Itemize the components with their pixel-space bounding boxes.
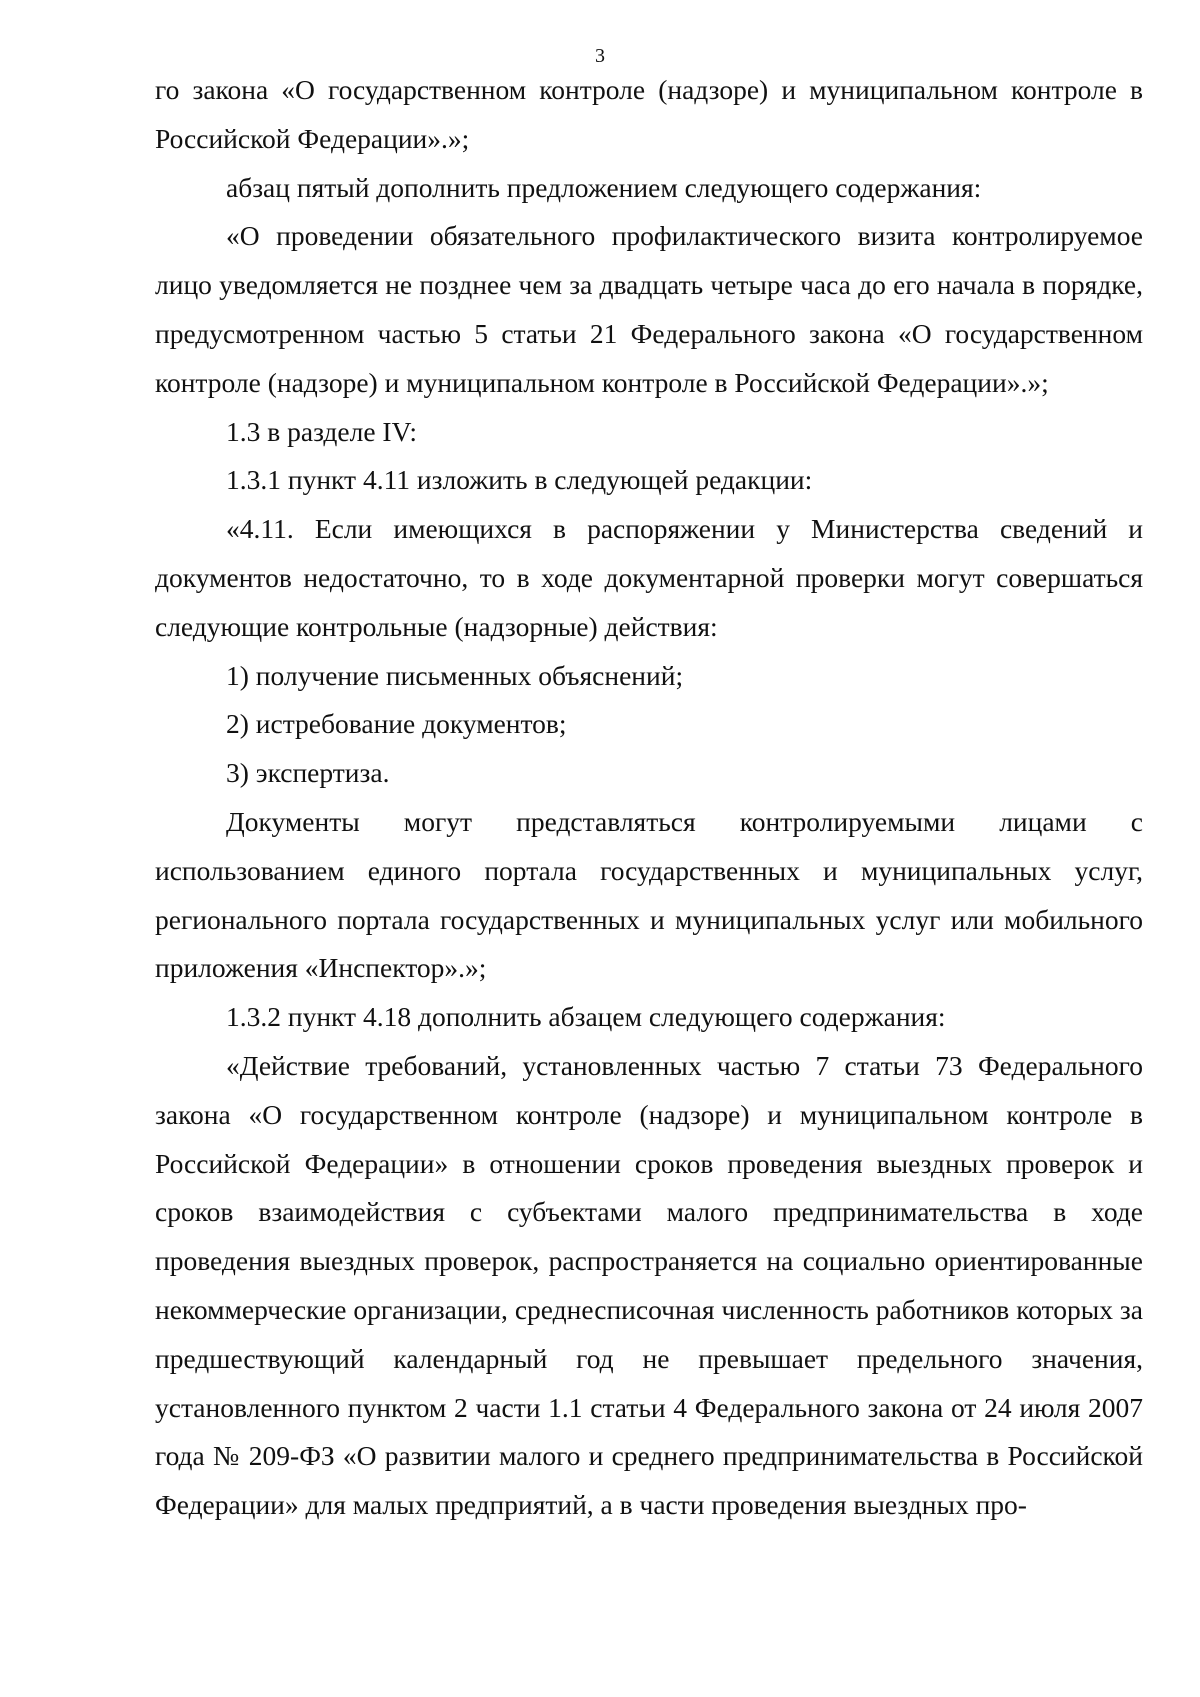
paragraph-section-heading: 1.3 в разделе IV: <box>226 415 418 447</box>
list-item: 1) получение письменных объяснений; <box>226 659 684 691</box>
paragraph-quoted-text: «Действие требований, установленных частью 7 статьи 73 Федерального закона «О государственном контроле (надзоре) и муниципальном контроле в Российской Федерации» в отношении сроков проведения выездных проверок и сроков взаимодействия с субъектами малого предпринимательства в ходе проведения выездных проверок, распространяется на социально ориентированные некоммерческие организации, среднесписочная численность работников которых за предшествующий календарный год не превышает предельного значения, установленного пунктом 2 части 1.1 статьи 4 Федерального закона от 24 июля 2007 года № 209-ФЗ «О развитии малого и среднего предпринимательства в Российской Федерации» для малых предприятий, а в части проведения выездных про- <box>155 1049 1143 1521</box>
list-item: 3) экспертиза. <box>226 757 390 789</box>
paragraph-instruction: абзац пятый дополнить предложением следующего содержания: <box>226 171 982 203</box>
paragraph-quoted-text: «О проведении обязательного профилактического визита контролируемое лицо уведомляется не позднее чем за двадцать четыре часа до его начала в порядке, предусмотренном частью 5 статьи 21 Федерального закона «О государственном контроле (надзоре) и муниципальном контроле в Российской Федерации».»; <box>155 220 1143 398</box>
paragraph-continuation: го закона «О государственном контроле (надзоре) и муниципальном контроле в Российской Федерации».»; <box>155 74 1143 154</box>
document-body <box>155 66 1143 1530</box>
paragraph-quoted-text: «4.11. Если имеющихся в распоряжении у Министерства сведений и документов недостаточно, то в ходе документарной проверки могут совершаться следующие контрольные (надзорные) действия: <box>155 513 1143 642</box>
paragraph-item-heading: 1.3.2 пункт 4.18 дополнить абзацем следующего содержания: <box>226 1001 946 1033</box>
list-item: 2) истребование документов; <box>226 708 567 740</box>
paragraph-body: Документы могут представляться контролируемыми лицами с использованием единого портала государственных и муниципальных услуг, регионального портала государственных и муниципальных услуг или мобильного приложения «Инспектор».»; <box>155 805 1143 984</box>
paragraph-item-heading: 1.3.1 пункт 4.11 изложить в следующей редакции: <box>226 464 813 496</box>
page-number: 3 <box>595 45 605 67</box>
